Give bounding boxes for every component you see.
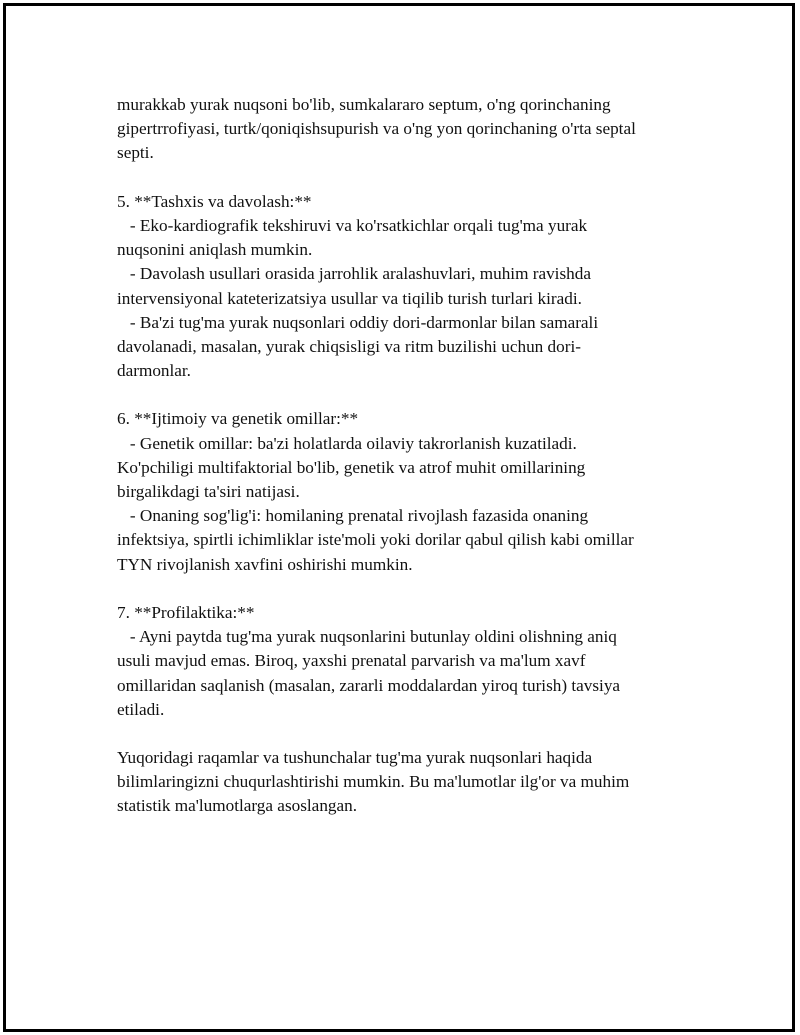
text-line: nuqsonini aniqlash mumkin.	[117, 240, 313, 260]
text-line: infektsiya, spirtli ichimliklar iste'moli yoki dorilar qabul qilish kabi omillar	[117, 530, 634, 550]
text-line: etiladi.	[117, 699, 165, 719]
text-line: gipertrrofiyasi, turtk/qoniqishsupurish va o'ng yon qorinchaning o'rta septal	[117, 119, 636, 139]
section-heading-5: 5. **Tashxis va davolash:**	[117, 191, 312, 211]
document-body	[117, 93, 697, 819]
text-line: - Davolash usullari orasida jarrohlik aralashuvlari, muhim ravishda	[117, 264, 591, 284]
text-line: - Onaning sog'lig'i: homilaning prenatal rivojlash fazasida onaning	[117, 506, 589, 526]
text-line: birgalikdagi ta'siri natijasi.	[117, 482, 300, 501]
text-line: - Ayni paytda tug'ma yurak nuqsonlarini butunlay oldini olishning aniq	[117, 627, 617, 647]
text-line: - Eko-kardiografik tekshiruvi va ko'rsatkichlar orqali tug'ma yurak	[117, 215, 588, 235]
text-line: Ko'pchiligi multifaktorial bo'lib, genetik va atrof muhit omillarining	[117, 457, 586, 477]
text-line: murakkab yurak nuqsoni bo'lib, sumkalararo septum, o'ng qorinchaning	[117, 95, 611, 114]
text-line: TYN rivojlanish xavfini oshirishi mumkin.	[117, 554, 413, 574]
text-line: - Genetik omillar: ba'zi holatlarda oilaviy takrorlanish kuzatiladi.	[117, 433, 577, 453]
text-line: davolanadi, masalan, yurak chiqsisligi va ritm buzilishi uchun dori-	[117, 336, 581, 356]
text-line: - Ba'zi tug'ma yurak nuqsonlari oddiy dori-darmonlar bilan samarali	[117, 312, 599, 332]
text-line: omillaridan saqlanish (masalan, zararli moddalardan yiroq turish) tavsiya	[117, 675, 621, 695]
text-line: intervensiyonal kateterizatsiya usullar va tiqilib turish turlari kiradi.	[117, 288, 582, 308]
section-heading-7: 7. **Profilaktika:**	[117, 602, 255, 622]
paragraph-gap	[117, 722, 697, 746]
text-line: septi.	[117, 143, 154, 163]
paragraph-gap	[117, 166, 697, 190]
section-heading-6: 6. **Ijtimoiy va genetik omillar:**	[117, 409, 359, 429]
text-line: statistik ma'lumotlarga asoslangan.	[117, 796, 358, 816]
paragraph-gap	[117, 577, 697, 601]
text-line: bilimlaringizni chuqurlashtirishi mumkin. Bu ma'lumotlar ilg'or va muhim	[117, 772, 630, 792]
text-line: usuli mavjud emas. Biroq, yaxshi prenatal parvarish va ma'lum xavf	[117, 651, 586, 671]
paragraph-gap	[117, 383, 697, 407]
text-line: darmonlar.	[117, 361, 191, 381]
text-line: Yuqoridagi raqamlar va tushunchalar tug'ma yurak nuqsonlari haqida	[117, 748, 593, 768]
